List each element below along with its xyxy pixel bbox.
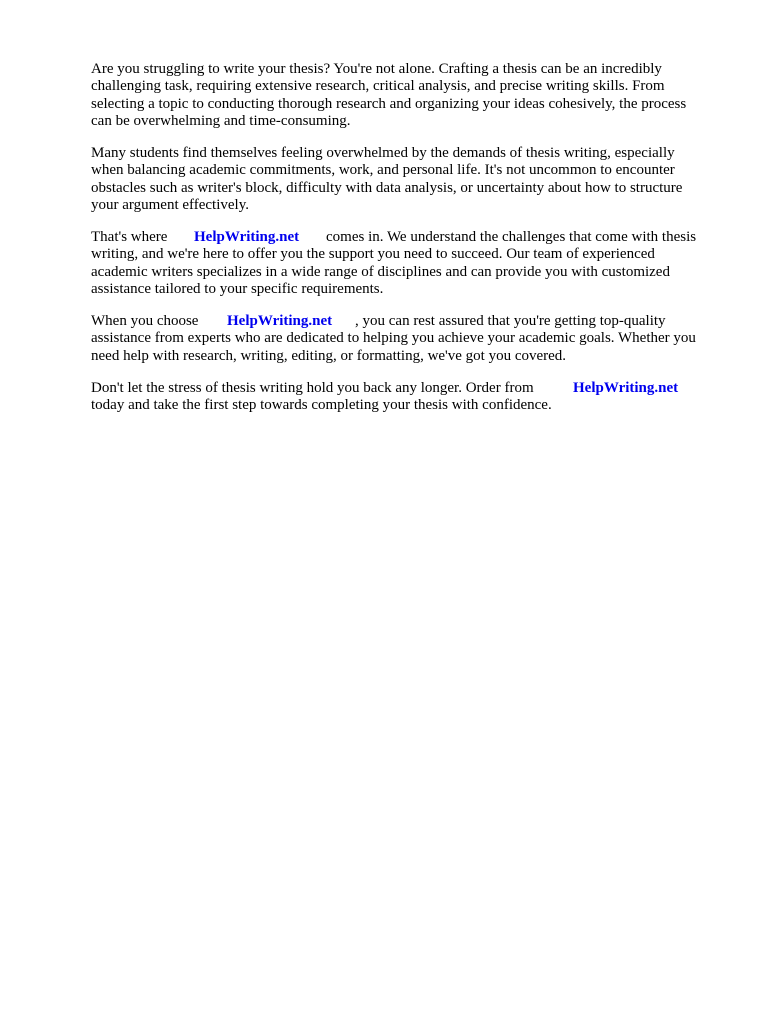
paragraph-1-line-3: selecting a topic to conducting thorough research and organizing your ideas cohesively, the process (91, 96, 687, 112)
paragraph-1-line-4: can be overwhelming and time-consuming. (91, 113, 351, 129)
paragraph-5-intro: Don't let the stress of thesis writing hold you back any longer. Order from (91, 380, 534, 396)
paragraph-4-continuation: , you can rest assured that you're getting top-quality (355, 313, 666, 329)
paragraph-5-line-2: today and take the first step towards completing your thesis with confidence. (91, 397, 552, 413)
paragraph-2-line-4: your argument effectively. (91, 197, 249, 213)
helpwriting-link-1[interactable]: HelpWriting.net (194, 229, 300, 245)
paragraph-1-line-2: challenging task, requiring extensive research, critical analysis, and precise writing skills. From (91, 78, 665, 94)
paragraph-2-line-3: obstacles such as writer's block, difficulty with data analysis, or uncertainty about how to structure (91, 180, 683, 196)
paragraph-2-line-2: when balancing academic commitments, work, and personal life. It's not uncommon to encounter (91, 162, 675, 178)
paragraph-3-line-4: assistance tailored to your specific requirements. (91, 281, 384, 297)
paragraph-4-intro: When you choose (91, 313, 199, 329)
paragraph-4-line-3: need help with research, writing, editing, or formatting, we've got you covered. (91, 348, 567, 364)
paragraph-3-continuation: comes in. We understand the challenges that come with thesis (326, 229, 697, 245)
paragraph-1-line-1: Are you struggling to write your thesis? You're not alone. Crafting a thesis can be an incredibly (91, 61, 662, 77)
paragraph-3-intro: That's where (91, 229, 168, 245)
helpwriting-link-3[interactable]: HelpWriting.net (573, 380, 679, 396)
paragraph-4-line-2: assistance from experts who are dedicated to helping you achieve your academic goals. Whether you (91, 330, 696, 346)
helpwriting-link-2[interactable]: HelpWriting.net (227, 313, 333, 329)
paragraph-2-line-1: Many students find themselves feeling overwhelmed by the demands of thesis writing, especially (91, 145, 675, 161)
paragraph-3-line-3: academic writers specializes in a wide range of disciplines and can provide you with customized (91, 264, 670, 280)
paragraph-3-line-2: writing, and we're here to offer you the support you need to succeed. Our team of experienced (91, 246, 655, 262)
